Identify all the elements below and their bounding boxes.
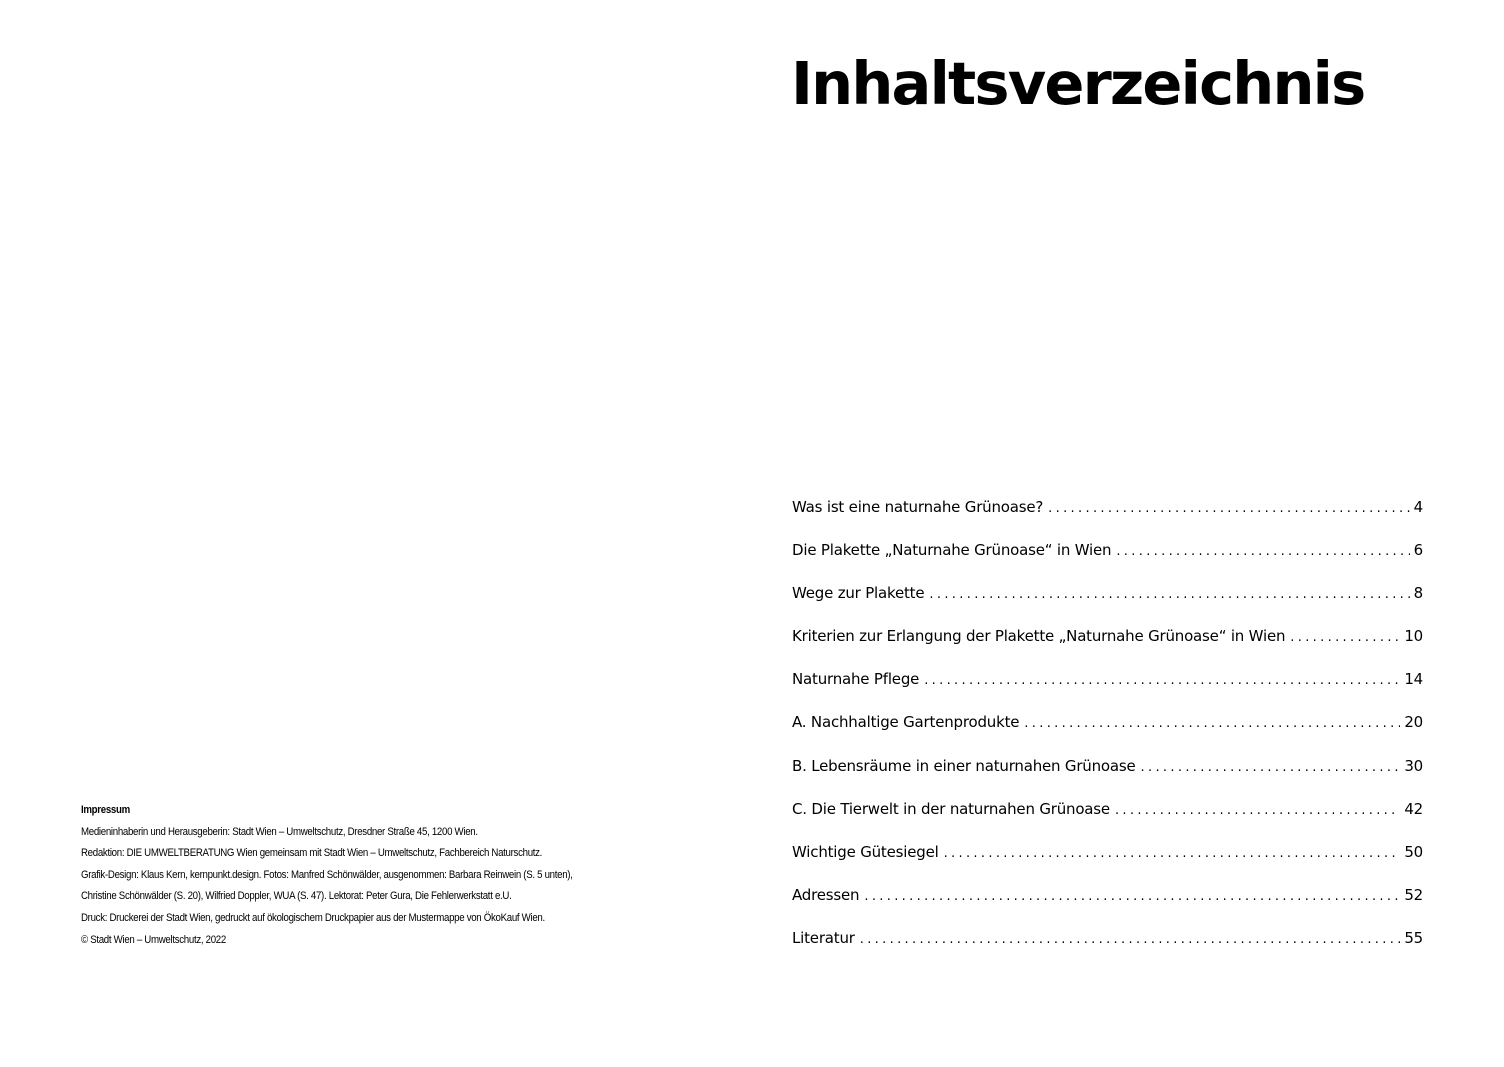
toc-entry[interactable] xyxy=(792,794,1423,837)
toc-entry[interactable] xyxy=(792,578,1423,621)
toc-dot-leader xyxy=(860,925,1401,955)
toc-entry[interactable] xyxy=(792,664,1423,707)
toc-entry-page: 30 xyxy=(1404,756,1423,775)
toc-entry-page: 20 xyxy=(1404,713,1423,732)
impressum-line: Redaktion: DIE UMWELTBERATUNG Wien gemeinsam mit Stadt Wien – Umweltschutz, Fachbereich Naturschutz. xyxy=(81,847,543,860)
toc-entry-title: Wichtige Gütesiegel xyxy=(792,842,939,861)
toc-entry[interactable] xyxy=(792,880,1423,923)
toc-entry-page: 52 xyxy=(1404,885,1423,904)
toc-entry-page: 8 xyxy=(1413,584,1423,603)
toc-dot-leader xyxy=(1290,623,1400,653)
toc-entry-title: A. Nachhaltige Gartenprodukte xyxy=(792,713,1020,732)
toc-entry-title: Wege zur Plakette xyxy=(792,584,925,603)
toc-entry-page: 6 xyxy=(1413,541,1423,560)
toc-dot-leader xyxy=(929,580,1409,610)
toc-entry-title: Adressen xyxy=(792,885,860,904)
toc-entry-title: C. Die Tierwelt in der naturnahen Grünoase xyxy=(792,799,1110,818)
toc-entry-title: Kriterien zur Erlangung der Plakette „Naturnahe Grünoase“ in Wien xyxy=(792,627,1286,646)
page-title: Inhaltsverzeichnis xyxy=(791,49,1365,118)
table-of-contents xyxy=(792,492,1423,966)
impressum-line: © Stadt Wien – Umweltschutz, 2022 xyxy=(81,933,226,946)
toc-entry-title: Naturnahe Pflege xyxy=(792,670,920,689)
impressum-line: Christine Schönwälder (S. 20), Wilfried Doppler, WUA (S. 47). Lektorat: Peter Gura, Die Fehlerwerkstatt e.U. xyxy=(81,890,512,903)
toc-entry[interactable] xyxy=(792,621,1423,664)
toc-entry-page: 10 xyxy=(1404,627,1423,646)
toc-dot-leader xyxy=(1116,537,1409,567)
toc-entry[interactable] xyxy=(792,751,1423,794)
toc-entry[interactable] xyxy=(792,535,1423,578)
impressum-title: Impressum xyxy=(81,804,130,816)
impressum-line: Druck: Druckerei der Stadt Wien, gedruckt auf ökologischem Druckpapier aus der Mustermappe von ÖkoKauf Wien. xyxy=(81,911,545,924)
toc-entry-page: 4 xyxy=(1413,498,1423,516)
impressum-line: Medieninhaberin und Herausgeberin: Stadt Wien – Umweltschutz, Dresdner Straße 45, 1200 Wien. xyxy=(81,825,478,838)
toc-entry-title: Literatur xyxy=(792,928,855,947)
impressum-line: Grafik-Design: Klaus Kern, kernpunkt.design. Fotos: Manfred Schönwälder, ausgenommen: Barbara Reinwein (S. 5 unten), xyxy=(81,868,573,881)
toc-entry[interactable] xyxy=(792,492,1423,535)
toc-entry-page: 14 xyxy=(1404,670,1423,689)
toc-entry-title: Was ist eine naturnahe Grünoase? xyxy=(792,498,1044,516)
toc-entry[interactable] xyxy=(792,923,1423,966)
toc-dot-leader xyxy=(1115,796,1400,826)
toc-dot-leader xyxy=(1048,494,1410,524)
toc-entry[interactable] xyxy=(792,707,1423,750)
toc-dot-leader xyxy=(864,882,1400,912)
toc-entry[interactable] xyxy=(792,837,1423,880)
impressum xyxy=(81,800,644,951)
toc-entry-page: 55 xyxy=(1404,928,1423,947)
toc-entry-page: 42 xyxy=(1404,799,1423,818)
toc-dot-leader xyxy=(1141,753,1401,783)
toc-entry-title: Die Plakette „Naturnahe Grünoase“ in Wien xyxy=(792,541,1112,560)
toc-dot-leader xyxy=(944,839,1401,869)
toc-entry-page: 50 xyxy=(1404,842,1423,861)
toc-entry-title: B. Lebensräume in einer naturnahen Grünoase xyxy=(792,756,1136,775)
toc-dot-leader xyxy=(924,666,1400,696)
toc-dot-leader xyxy=(1024,709,1400,739)
